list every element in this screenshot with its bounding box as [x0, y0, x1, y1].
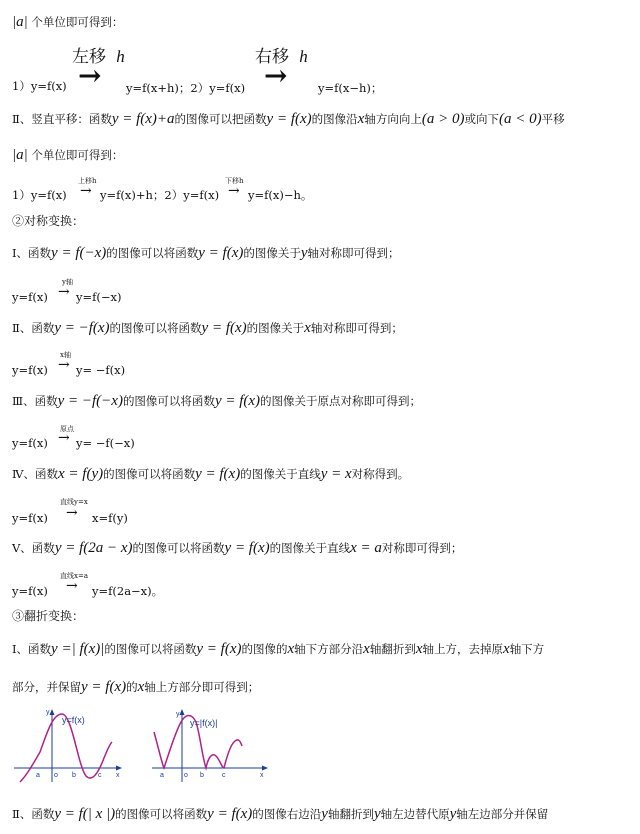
- text: x=f(y): [92, 511, 128, 525]
- text: 个单位即可得到：: [31, 15, 124, 29]
- text: y=f(x)−h。: [248, 188, 313, 202]
- math: x: [363, 641, 370, 657]
- text: 轴下方: [509, 642, 545, 656]
- x-arrow-icon: [262, 766, 268, 771]
- text: 的: [126, 680, 138, 694]
- x-label: x: [260, 772, 264, 779]
- text: Ⅰ、函数: [12, 642, 52, 656]
- text: 部分，并保留: [12, 680, 81, 694]
- text: 平移: [541, 112, 565, 126]
- text: [248, 187, 312, 203]
- graph-title: y=f(x): [62, 715, 85, 725]
- text: 的图像可以将函数: [115, 807, 208, 821]
- arrow-label: 直线y=x: [60, 498, 88, 506]
- text: y=f(x): [12, 436, 48, 450]
- text: y= −f(−x): [76, 436, 135, 450]
- math: y = f(x): [81, 679, 127, 695]
- label-c: c: [98, 772, 102, 779]
- line-11: [12, 362, 48, 378]
- label-c: c: [222, 772, 226, 779]
- text: 的图像可以将函数: [122, 394, 215, 408]
- line-15: [12, 510, 48, 526]
- text: 的图像可以将函数: [104, 642, 197, 656]
- right-arrow-icon: →: [66, 578, 78, 594]
- math: y = f(x): [207, 806, 253, 822]
- label-b: b: [72, 772, 76, 779]
- text: 的图像右边沿: [252, 807, 322, 821]
- text: Ⅳ、函数: [12, 467, 58, 481]
- text: [92, 583, 163, 599]
- line-8: [12, 245, 400, 261]
- math: x: [415, 641, 423, 657]
- text: y=f(−x): [76, 290, 122, 304]
- text: 轴下方部分沿: [294, 642, 364, 656]
- y-arrow-icon: [50, 709, 55, 715]
- section-symmetry: ②对称变换：: [12, 214, 85, 228]
- text: [76, 362, 125, 378]
- label-a: a: [160, 772, 164, 779]
- math: (a < 0): [498, 111, 542, 127]
- text: Ⅰ、函数: [12, 246, 52, 260]
- math: y: [321, 806, 328, 822]
- text: 或向下: [464, 112, 499, 126]
- arrow-label: 直线x=a: [60, 572, 88, 580]
- label-o: o: [184, 772, 188, 779]
- text: [92, 510, 128, 526]
- math: y = f(x): [214, 393, 261, 409]
- right-arrow-icon: →: [264, 59, 288, 92]
- math: y = −f(−x): [57, 393, 123, 409]
- math: y = f(x)+a: [111, 111, 175, 127]
- text: 的图像可以将函数: [106, 246, 199, 260]
- line-13: [12, 435, 48, 451]
- math: y = f(| x |): [54, 806, 116, 822]
- math: y = −f(x): [54, 320, 110, 336]
- math: (a > 0): [421, 111, 465, 127]
- text: 对称即可得到；: [381, 541, 463, 555]
- text: 的图像关于原点对称即可得到；: [260, 394, 422, 408]
- label-b: b: [200, 772, 204, 779]
- arrow-label: y轴: [62, 278, 73, 286]
- text: 轴上方部分即可得到；: [144, 680, 260, 694]
- text: 轴对称即可得到；: [307, 246, 400, 260]
- h-symbol: h: [299, 47, 308, 66]
- math: x: [304, 320, 311, 336]
- text: 的图像关于: [246, 321, 305, 335]
- text: 对称得到。: [351, 467, 410, 481]
- right-arrow-icon: →: [58, 430, 70, 446]
- graph-title: y=|f(x)|: [190, 718, 218, 728]
- math: y: [373, 806, 381, 822]
- text: y=f(x): [12, 290, 48, 304]
- math: y = f(x): [224, 540, 270, 556]
- text: y= −f(x): [76, 363, 126, 377]
- text: y=f(x): [12, 511, 48, 525]
- graph-abs-f: [150, 706, 270, 784]
- text: y=f(x−h)；: [318, 81, 383, 95]
- right-arrow-icon: →: [66, 505, 78, 521]
- text: 的图像的: [241, 642, 288, 656]
- line-20: [12, 679, 259, 695]
- line-9: [12, 289, 48, 305]
- graph-f: [12, 706, 124, 784]
- text: [76, 289, 121, 305]
- text: 的图像可以将函数: [109, 321, 202, 335]
- line-5: [12, 147, 123, 163]
- text: 1）y=f(x): [12, 188, 67, 202]
- arrow-label: 上移h: [78, 177, 97, 185]
- line-12: [12, 393, 421, 409]
- text: 右移: [255, 47, 289, 66]
- line-6: [12, 187, 67, 203]
- text: Ⅲ、函数: [12, 394, 58, 408]
- arrow-label: 下移h: [225, 177, 244, 185]
- math: y = f(2a − x): [54, 540, 133, 556]
- math: x: [357, 111, 365, 127]
- text: y=f(x)+h；2）y=f(x): [100, 188, 220, 202]
- text: 轴对称即可得到；: [310, 321, 403, 335]
- y-label: y: [176, 711, 180, 718]
- text: [76, 435, 135, 451]
- text: Ⅱ、竖直平移：函数: [12, 112, 112, 126]
- right-arrow-icon: →: [228, 183, 240, 199]
- math: y = f(−x): [51, 245, 107, 261]
- right-arrow-icon: →: [58, 284, 70, 300]
- line-14: [12, 466, 409, 482]
- math: y = f(x): [196, 641, 242, 657]
- text: Ⅱ、函数: [12, 807, 55, 821]
- abs-a: |a|: [12, 14, 28, 30]
- text: 轴方向向上: [364, 112, 422, 126]
- line-1: [12, 14, 123, 30]
- arrow-label: x轴: [60, 351, 71, 359]
- right-arrow-icon: →: [80, 183, 92, 199]
- right-arrow-icon: →: [78, 59, 102, 92]
- right-arrow-icon: →: [58, 357, 70, 373]
- math: y: [300, 245, 308, 261]
- arrow-label: 原点: [60, 425, 74, 433]
- text: [318, 80, 382, 96]
- math: x: [137, 679, 145, 695]
- text: y=f(2a−x)。: [92, 584, 164, 598]
- math: x: [287, 641, 295, 657]
- text: [100, 187, 219, 203]
- label-a: a: [36, 772, 40, 779]
- y-label: y: [46, 709, 50, 716]
- math: y = f(x): [266, 111, 312, 127]
- line-4: [12, 111, 565, 127]
- line-21: [12, 806, 548, 822]
- text: 的图像可以把函数: [174, 112, 267, 126]
- text: 的图像沿: [311, 112, 358, 126]
- line-16: [12, 540, 462, 556]
- text: 轴翻折到: [327, 807, 374, 821]
- text: 轴上方，去掉原: [422, 642, 504, 656]
- text: 轴左边部分并保留: [456, 807, 549, 821]
- text: y=f(x): [12, 363, 48, 377]
- text: y=f(x): [12, 584, 48, 598]
- text: 轴左边替代原: [380, 807, 450, 821]
- x-arrow-icon: [116, 766, 122, 771]
- line-10: [12, 320, 403, 336]
- text: 左移: [72, 47, 106, 66]
- h-symbol: h: [116, 47, 125, 66]
- abs-a: |a|: [12, 147, 28, 163]
- text: Ⅴ、函数: [12, 541, 55, 555]
- text: 的图像关于直线: [269, 541, 351, 555]
- text: 的图像关于直线: [240, 467, 321, 481]
- text: 轴翻折到: [369, 642, 416, 656]
- math: x = a: [350, 540, 382, 556]
- math: x: [503, 641, 510, 657]
- math: y = f(x): [198, 245, 244, 261]
- math: y = x: [320, 466, 352, 482]
- math: y = f(x): [201, 320, 247, 336]
- line-17: [12, 583, 48, 599]
- text: y=f(x+h)；2）y=f(x): [126, 81, 246, 95]
- math: y = f(x): [195, 466, 241, 482]
- text: 1）y=f(x): [12, 79, 67, 93]
- y-arrow-icon: [180, 709, 185, 715]
- text: 的图像可以将函数: [103, 467, 196, 481]
- label-o: o: [54, 772, 58, 779]
- text: [126, 80, 245, 96]
- line-19: [12, 641, 544, 657]
- math: x = f(y): [58, 466, 104, 482]
- math: y: [449, 806, 457, 822]
- text: 个单位即可得到：: [31, 148, 124, 162]
- section-fold: ③翻折变换：: [12, 609, 85, 623]
- x-label: x: [116, 772, 120, 779]
- math: y =| f(x)|: [51, 641, 105, 657]
- text: 的图像关于: [243, 246, 301, 260]
- text: Ⅱ、函数: [12, 321, 55, 335]
- line-3: [12, 78, 67, 94]
- text: 的图像可以将函数: [132, 541, 225, 555]
